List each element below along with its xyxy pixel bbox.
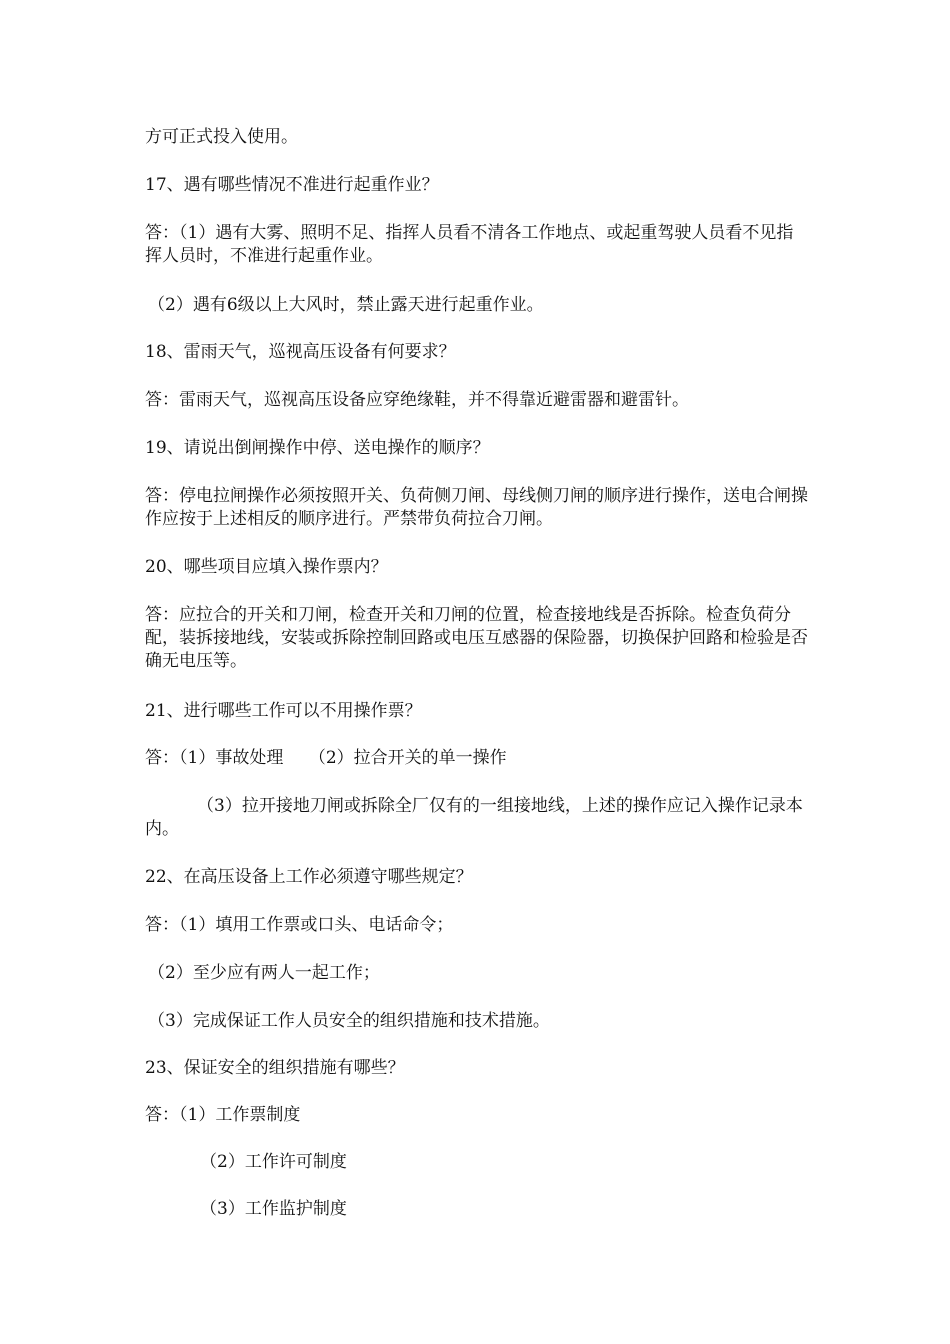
answer-19: 答：停电拉闸操作必须按照开关、负荷侧刀闸、母线侧刀闸的顺序进行操作，送电合闸操作应按于上述相反的顺序进行。严禁带负荷拉合刀闸。 xyxy=(145,486,808,529)
question-22: 22、在高压设备上工作必须遵守哪些规定？ xyxy=(145,867,473,887)
question-20: 20、哪些项目应填入操作票内？ xyxy=(145,557,388,577)
question-23: 23、保证安全的组织措施有哪些？ xyxy=(145,1058,405,1078)
question-19: 19、请说出倒闸操作中停、送电操作的顺序？ xyxy=(145,438,490,458)
answer-18: 答：雷雨天气，巡视高压设备应穿绝缘鞋，并不得靠近避雷器和避雷针。 xyxy=(145,390,689,410)
answer-22-item-2: （2）至少应有两人一起工作； xyxy=(148,963,380,983)
answer-17-item-1: 答：（1）遇有大雾、照明不足、指挥人员看不清各工作地点、或起重驾驶人员看不见指挥人员时，不准进行起重作业。 xyxy=(145,223,794,266)
answer-23-item-3: （3）工作监护制度 xyxy=(200,1199,347,1219)
answer-21-item-3: （3）拉开接地刀闸或拆除全厂仅有的一组接地线，上述的操作应记入操作记录本内。 xyxy=(145,796,803,839)
answer-23-item-1: 答：（1）工作票制度 xyxy=(145,1105,301,1125)
question-18: 18、雷雨天气，巡视高压设备有何要求？ xyxy=(145,342,456,362)
question-21: 21、进行哪些工作可以不用操作票？ xyxy=(145,701,422,721)
answer-23-item-2: （2）工作许可制度 xyxy=(200,1152,347,1172)
answer-22-item-3: （3）完成保证工作人员安全的组织措施和技术措施。 xyxy=(148,1011,550,1031)
paragraph-continuation: 方可正式投入使用。 xyxy=(145,127,298,147)
answer-17-item-2: （2）遇有6级以上大风时，禁止露天进行起重作业。 xyxy=(148,295,544,315)
answer-22-item-1: 答：（1）填用工作票或口头、电话命令； xyxy=(145,915,454,935)
answer-21-items-1-2: 答：（1）事故处理 （2）拉合开关的单一操作 xyxy=(145,748,507,768)
answer-20: 答：应拉合的开关和刀闸，检查开关和刀闸的位置，检查接地线是否拆除。检查负荷分配，装拆接地线，安装或拆除控制回路或电压互感器的保险器，切换保护回路和检验是否确无电压等。 xyxy=(145,605,808,671)
question-17: 17、遇有哪些情况不准进行起重作业？ xyxy=(145,175,439,195)
